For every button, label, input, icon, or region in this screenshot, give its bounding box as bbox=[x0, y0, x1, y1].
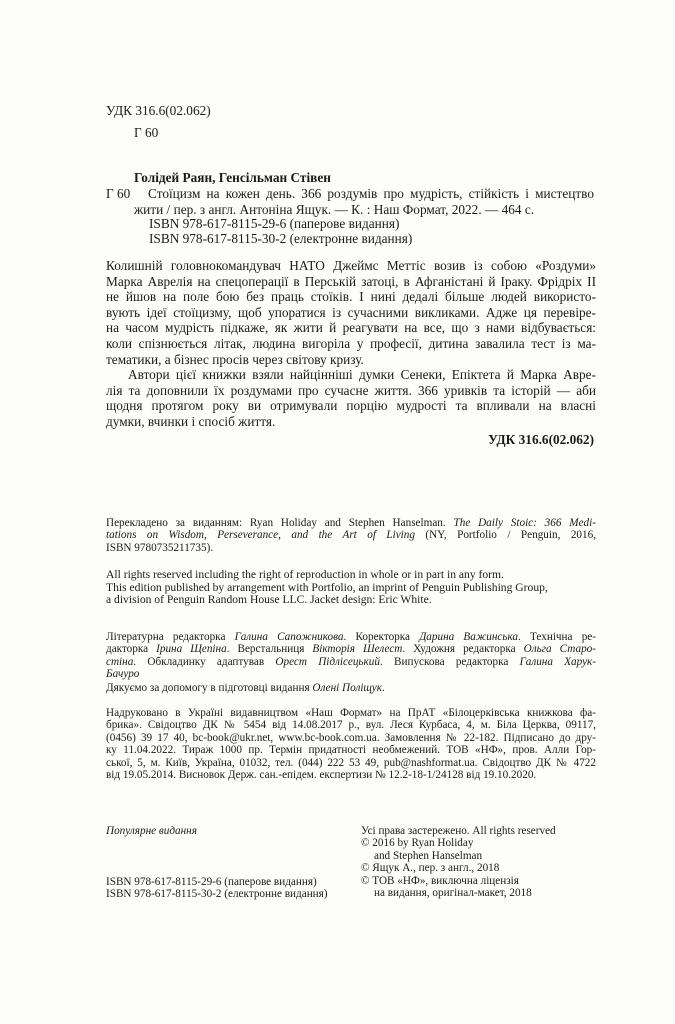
thanks-text: Дякуємо за допомогу в підготовці видання bbox=[106, 682, 313, 694]
translation-text: Перекладено за виданням: Ryan Holiday and Stephen Hanselman. bbox=[106, 517, 446, 529]
credits-line: Літературна редакторка Галина Сапожникова. Коректорка Дарина Важинська. Технічна ре- bbox=[106, 631, 596, 643]
authors: Голідей Раян, Генсільман Стівен bbox=[134, 170, 331, 185]
annotation-line: коли спізнюється літак, людина вигоріла у професії, дитина завалила тест із ма- bbox=[106, 335, 596, 351]
translation-text: (NY, Portfolio / Penguin, 2016, bbox=[414, 529, 596, 542]
udk-code: УДК 316.6(02.062) bbox=[106, 103, 211, 118]
translation-line bbox=[106, 517, 596, 529]
original-title: tations on Wisdom, Perseverance, and the Art of Living bbox=[106, 529, 415, 542]
credits-line: дакторка Ірина Щепіна. Верстальниця Вікторія Шелест. Художня редакторка Ольга Старо- bbox=[106, 643, 596, 656]
annotation-line: щодня протягом року ви отримували порцію мудрості та впливали на власні bbox=[106, 398, 596, 414]
translation-line: ISBN 9780735211735). bbox=[106, 541, 214, 554]
annotation-line: на часом мудрість підкаже, як жити й реагувати на все, що з нами відбувається: bbox=[106, 320, 596, 336]
book-description bbox=[148, 186, 594, 202]
copyright-line: Усі права застережено. All rights reserved bbox=[361, 825, 556, 837]
translation-line bbox=[106, 529, 596, 541]
popular-edition: Популярне видання bbox=[106, 825, 197, 837]
rights-line: This edition published by arrangement with Portfolio, an imprint of Penguin Publishing Group, bbox=[106, 580, 548, 594]
annotation-line: вують ідеї стоїцизму, щоб упоратися із сучасними викликами. Адже ця перевіре- bbox=[106, 304, 596, 320]
thanks-end: . bbox=[381, 682, 385, 694]
person-name: Дарина Важинська bbox=[419, 631, 519, 643]
annotation-line: не йшов на поле бою без праць стоїків. І нині дедалі більше людей використо- bbox=[106, 289, 596, 305]
description-line: жити / пер. з англ. Антоніна Ящук. — К. : Наш Формат, 2022. — 464 с. bbox=[134, 202, 535, 217]
original-title: The Daily Stoic: 366 Medi- bbox=[445, 517, 596, 529]
copyright-block bbox=[361, 825, 556, 899]
copyright-line: © Ящук А., пер. з англ., 2018 bbox=[361, 862, 500, 875]
person-name: Вікторія Шелест bbox=[312, 643, 403, 656]
printing-line: (0456) 39 17 40, bc-book@ukr.net, www.bc-book.com.ua. Замовлення № 22-182. Підписано до дру- bbox=[106, 731, 596, 744]
rights-english bbox=[106, 569, 596, 607]
footer-isbn-paper: ISBN 978-617-8115-29-6 (паперове видання) bbox=[106, 876, 317, 888]
acknowledgement bbox=[106, 682, 596, 694]
description-line: Стоїцизм на кожен день. 366 роздумів про мудрість, стійкість і мистецтво bbox=[148, 186, 594, 201]
editorial-credits bbox=[106, 631, 596, 681]
annotation-line: Марка Аврелія на спецоперації в Перській затоці, в Афганістані й Іраку. Фрідріх II bbox=[106, 273, 596, 289]
annotation-line: тематики, а бізнес просів через світову кризу. bbox=[106, 351, 364, 367]
udk-right: УДК 316.6(02.062) bbox=[488, 432, 594, 447]
annotation-line: думки, вчинки і спосіб життя. bbox=[106, 413, 276, 429]
credits-line: Бачуро bbox=[106, 668, 140, 681]
person-name: Ольга Старо- bbox=[523, 643, 596, 656]
annotation-line: Автори цієї книжки взяли найцінніші думки Сенеки, Епіктета й Марка Авре- bbox=[128, 367, 596, 383]
annotation bbox=[106, 258, 596, 430]
copyright-line: © 2016 by Ryan Holiday bbox=[361, 837, 474, 850]
printing-info bbox=[106, 707, 596, 781]
rights-line: All rights reserved including the right of reproduction in whole or in part in any form. bbox=[106, 568, 504, 581]
isbn-paper: ISBN 978-617-8115-29-6 (паперове видання) bbox=[149, 216, 400, 231]
annotation-line: лія та доповнили їх роздумами про сучасне життя. 366 уривків та історій — аби bbox=[106, 382, 596, 398]
annotation-line: Колишній головнокомандувач НАТО Джеймс Меттіс возив із собою «Роздуми» bbox=[106, 258, 596, 273]
printing-line: ської, 5, м. Київ, Україна, 01032, тел. (044) 222 53 49, pub@nashformat.ua. Свідоцтво ДК № 4722 bbox=[106, 756, 596, 769]
copyright-line: and Stephen Hanselman bbox=[374, 849, 483, 862]
rights-line: a division of Penguin Random House LLC. Jacket design: Eric White. bbox=[106, 593, 432, 607]
copyright-line: на видання, оригінал-макет, 2018 bbox=[374, 887, 532, 900]
isbn-electronic: ISBN 978-617-8115-30-2 (електронне видання) bbox=[149, 231, 413, 246]
person-name: стіна bbox=[106, 655, 134, 668]
person-name: Орест Підлісецький bbox=[275, 655, 380, 668]
footer-isbn-electronic: ISBN 978-617-8115-30-2 (електронне видання) bbox=[106, 888, 328, 900]
printing-line: брика». Свідоцтво ДК № 5454 від 14.08.2017 р., вул. Леся Курбаса, 4, м. Біла Церква, 09117, bbox=[106, 719, 596, 732]
printing-line: ку 11.04.2022. Тираж 1000 пр. Термін придатності необмежений. ТОВ «НФ», пров. Алли Гор- bbox=[106, 744, 596, 757]
person-name: Олені Поліщук bbox=[312, 682, 382, 694]
printing-line: від 19.05.2014. Висновок Держ. сан.-епідем. експертизи № 12.2-18-1/24128 від 19.10.2020. bbox=[106, 769, 537, 782]
credits-line: стіна. Обкладинку адаптував Орест Підлісецький. Випускова редакторка Галина Харук- bbox=[106, 655, 597, 668]
person-name: Галина Харук- bbox=[519, 655, 597, 668]
person-name: Ірина Щепіна bbox=[156, 643, 227, 656]
copyright-line: © ТОВ «НФ», виключна ліцензія bbox=[361, 874, 519, 887]
bbk-code: Г 60 bbox=[134, 125, 159, 140]
translation-source bbox=[106, 517, 596, 554]
bbk-mark: Г 60 bbox=[106, 186, 131, 201]
person-name: Галина Сапожникова bbox=[234, 631, 344, 643]
printing-line: Надруковано в Україні видавництвом «Наш Формат» на ПрАТ «Білоцерківська книжкова фа- bbox=[106, 707, 596, 719]
